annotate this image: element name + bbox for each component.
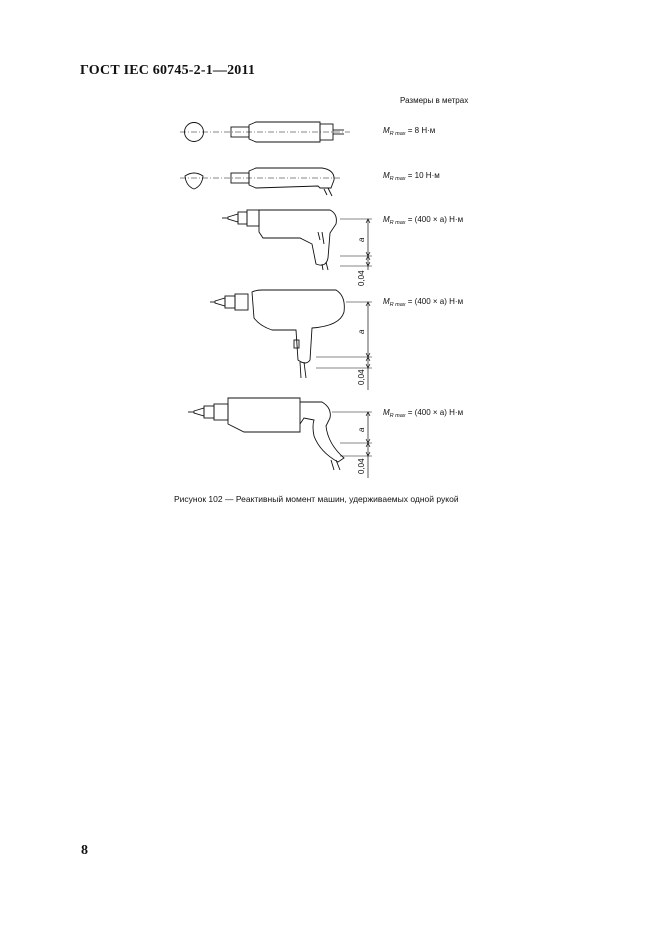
dimension-lines — [366, 219, 370, 478]
pistol-drill-drawing — [222, 210, 372, 270]
torque-formula-5: $M_{R max} = (400 \times a)$ Н·м — [383, 408, 464, 419]
straight-tool-drawing — [180, 122, 350, 142]
angle-tool-drawing — [180, 168, 340, 196]
units-note: Размеры в метрах — [400, 96, 469, 105]
torque-formula-4: $M_{R max} = (400 \times a)$ Н·м — [383, 297, 464, 308]
torque-formula-3: $M_{R max} = (400 \times a)$ Н·м — [383, 215, 464, 226]
torque-formula-1: $M_{R max} = 8$ Н·м — [383, 126, 436, 137]
dim-label-a-2: a — [357, 329, 366, 334]
torque-formula-2: $M_{R max} = 10$ Н·м — [383, 171, 440, 182]
dim-label-offset-3: 0,04 — [357, 458, 366, 474]
dim-label-offset-1: 0,04 — [357, 270, 366, 286]
document-header: ГОСТ IEC 60745-2-1—2011 — [80, 63, 256, 78]
page-number: 8 — [81, 843, 88, 858]
dim-label-a-3: a — [357, 427, 366, 432]
large-pistol-drill-drawing — [210, 290, 372, 378]
dim-label-offset-2: 0,04 — [357, 369, 366, 385]
dim-label-a-1: a — [357, 237, 366, 242]
hammer-drill-drawing — [188, 398, 372, 470]
figure-caption: Рисунок 102 — Реактивный момент машин, удерживаемых одной рукой — [174, 494, 459, 504]
